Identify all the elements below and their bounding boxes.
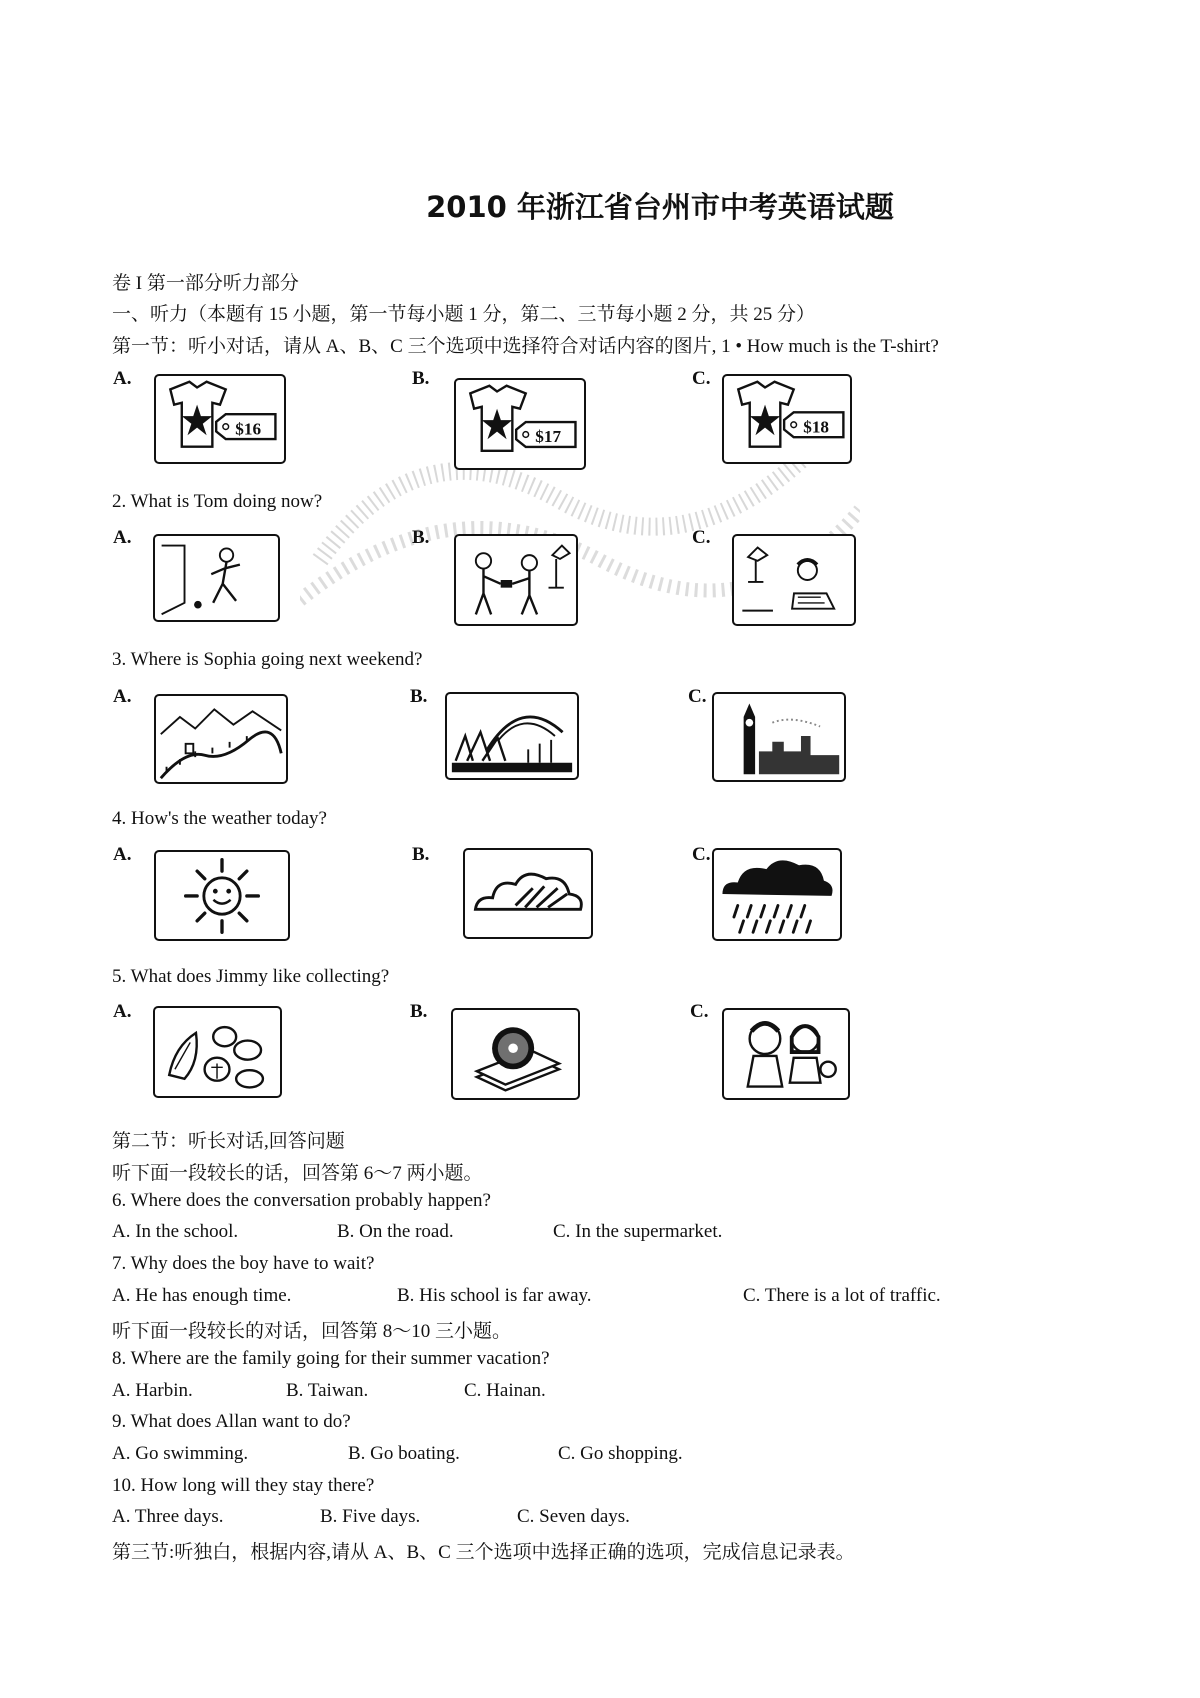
question-4: 4. How's the weather today? (112, 808, 327, 829)
price-tag: $18 (803, 417, 830, 437)
option-letter: C. (690, 1001, 709, 1022)
part-one-intro: 第一节：听小对话，请从 A、B、C 三个选项中选择符合对话内容的图片, 1 • How much is the T-shirt? (112, 336, 939, 357)
part-three-heading: 第三节:听独白，根据内容,请从 A、B、C 三个选项中选择正确的选项，完成信息记录表。 (112, 1542, 855, 1563)
option-letter: B. (410, 686, 428, 707)
option-letter: A. (113, 368, 132, 389)
picture-cds (451, 1008, 580, 1100)
option-b[interactable]: B. Taiwan. (286, 1380, 369, 1401)
option-letter: B. (412, 527, 430, 548)
question-9: 9. What does Allan want to do? (112, 1411, 351, 1432)
picture-sydney-opera-house (445, 692, 579, 780)
rain-icon (734, 906, 811, 933)
cloud-icon (722, 860, 832, 896)
option-letter: B. (410, 1001, 428, 1022)
price-tag: $16 (235, 419, 262, 439)
picture-dolls (722, 1008, 850, 1100)
option-b[interactable]: B. Go boating. (348, 1443, 460, 1464)
tshirt-picture-c (722, 374, 852, 464)
question-6: 6. Where does the conversation probably happen? (112, 1190, 491, 1211)
question-3: 3. Where is Sophia going next weekend? (112, 649, 423, 670)
disc-icon (492, 1027, 534, 1069)
option-c[interactable]: C. Go shopping. (558, 1443, 683, 1464)
option-letter: C. (692, 368, 711, 389)
tshirt-picture-b (454, 378, 586, 470)
option-c[interactable]: C. Hainan. (464, 1380, 546, 1401)
option-c[interactable]: C. Seven days. (517, 1506, 630, 1527)
option-letter: C. (692, 844, 711, 865)
picture-two-boys-talking (454, 534, 578, 626)
page-title: 2010 年浙江省台州市中考英语试题 (426, 190, 894, 224)
option-c[interactable]: C. In the supermarket. (553, 1221, 723, 1242)
picture-cloudy (463, 848, 593, 939)
question-2: 2. What is Tom doing now? (112, 491, 323, 512)
option-letter: B. (412, 368, 430, 389)
picture-great-wall (154, 694, 288, 784)
question-7: 7. Why does the boy have to wait? (112, 1253, 375, 1274)
option-a[interactable]: A. In the school. (112, 1221, 239, 1242)
picture-sunny (154, 850, 290, 941)
option-a[interactable]: A. He has enough time. (112, 1285, 292, 1306)
option-letter: C. (688, 686, 707, 707)
tshirt-picture-a (154, 374, 286, 464)
picture-rainy (712, 848, 842, 941)
option-letter: A. (113, 686, 132, 707)
shell-icon (169, 1027, 263, 1087)
question-8: 8. Where are the family going for their summer vacation? (112, 1348, 550, 1369)
option-b[interactable]: B. Five days. (320, 1506, 421, 1527)
picture-big-ben-london (712, 692, 846, 782)
option-a[interactable]: A. Go swimming. (112, 1443, 249, 1464)
sun-icon (186, 860, 259, 933)
option-b[interactable]: B. His school is far away. (397, 1285, 592, 1306)
part-two-intro-b: 听下面一段较长的对话，回答第 8～10 三小题。 (112, 1321, 512, 1342)
part-two-intro: 听下面一段较长的话，回答第 6～7 两小题。 (112, 1163, 483, 1184)
picture-reading-at-desk (732, 534, 856, 626)
volume-heading: 卷 I 第一部分听力部分 (112, 273, 299, 294)
option-letter: A. (113, 844, 132, 865)
option-letter: B. (412, 844, 430, 865)
section-heading: 一、听力（本题有 15 小题，第一节每小题 1 分，第二、三节每小题 2 分，共 25 分） (112, 304, 816, 325)
picture-playing-soccer (153, 534, 280, 622)
option-a[interactable]: A. Three days. (112, 1506, 224, 1527)
picture-shells (153, 1006, 282, 1098)
question-10: 10. How long will they stay there? (112, 1475, 375, 1496)
price-tag: $17 (535, 427, 562, 447)
option-b[interactable]: B. On the road. (337, 1221, 454, 1242)
part-two-heading: 第二节：听长对话,回答问题 (112, 1131, 345, 1152)
option-a[interactable]: A. Harbin. (112, 1380, 193, 1401)
option-letter: A. (113, 527, 132, 548)
option-letter: C. (692, 527, 711, 548)
option-letter: A. (113, 1001, 132, 1022)
option-c[interactable]: C. There is a lot of traffic. (743, 1285, 941, 1306)
question-5: 5. What does Jimmy like collecting? (112, 966, 390, 987)
